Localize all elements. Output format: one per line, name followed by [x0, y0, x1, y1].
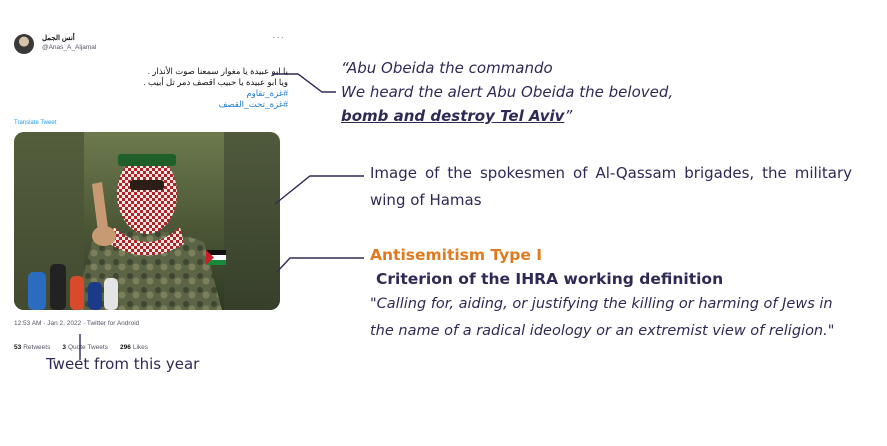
hashtag-link[interactable]: #غزة_تقاوم [246, 88, 288, 98]
translated-quote [341, 56, 673, 128]
user-handle[interactable]: @Anas_A_Aljamal [42, 44, 97, 51]
image-caption: Image of the spokesmen of Al-Qassam brigades, the military wing of Hamas [370, 164, 852, 209]
retweets-label: Retweets [23, 344, 51, 351]
ihra-definition-line: the name of a radical ideology or an extremist view of religion." [370, 323, 835, 339]
ellipsis-icon[interactable]: ··· [272, 32, 285, 43]
quote-line: We heard the alert Abu Obeida the beloved, [341, 83, 674, 101]
tweet-timestamp[interactable]: 12:53 AM · Jan 2, 2022 · Twitter for Android [14, 320, 140, 327]
user-display-name[interactable]: أنس الجمل [42, 35, 75, 42]
likes-label: Likes [132, 344, 149, 351]
likes-count: 296 [119, 344, 131, 351]
ihra-definition-line: "Calling for, aiding, or justifying the killing or harming of Jews in [370, 296, 833, 312]
quote-close: ” [564, 107, 573, 125]
retweets-count: 53 [14, 344, 22, 351]
tweet-text-line: ويا ابو عبيدة يا حبيب اقصف دمر تل أبيب . [143, 77, 288, 87]
connector-ihra [277, 258, 364, 272]
quote-emphasis: bomb and destroy Tel Aviv [341, 107, 565, 125]
ihra-annotation [370, 243, 870, 345]
connector-image [275, 176, 364, 204]
quote-line [341, 104, 673, 128]
tweet-note: Tweet from this year [46, 355, 200, 373]
connector-quote [272, 74, 336, 92]
quote-tweets-label: Quote Tweets [67, 344, 108, 351]
tweet-text-line: يا ابو عبيدة يا مغوار سمعنا صوت الأنذار . [147, 66, 288, 76]
antisemitism-type-label: Antisemitism Type I [370, 246, 543, 264]
hashtag-link[interactable]: #غزة_تحت_القصف [218, 99, 288, 109]
ihra-criterion: Criterion of the IHRA working definition [376, 270, 724, 288]
quote-line: “Abu Obeida the commando [341, 59, 553, 77]
translate-tweet-link[interactable]: Translate Tweet [14, 120, 57, 126]
quote-tweets-count: 3 [62, 344, 66, 351]
